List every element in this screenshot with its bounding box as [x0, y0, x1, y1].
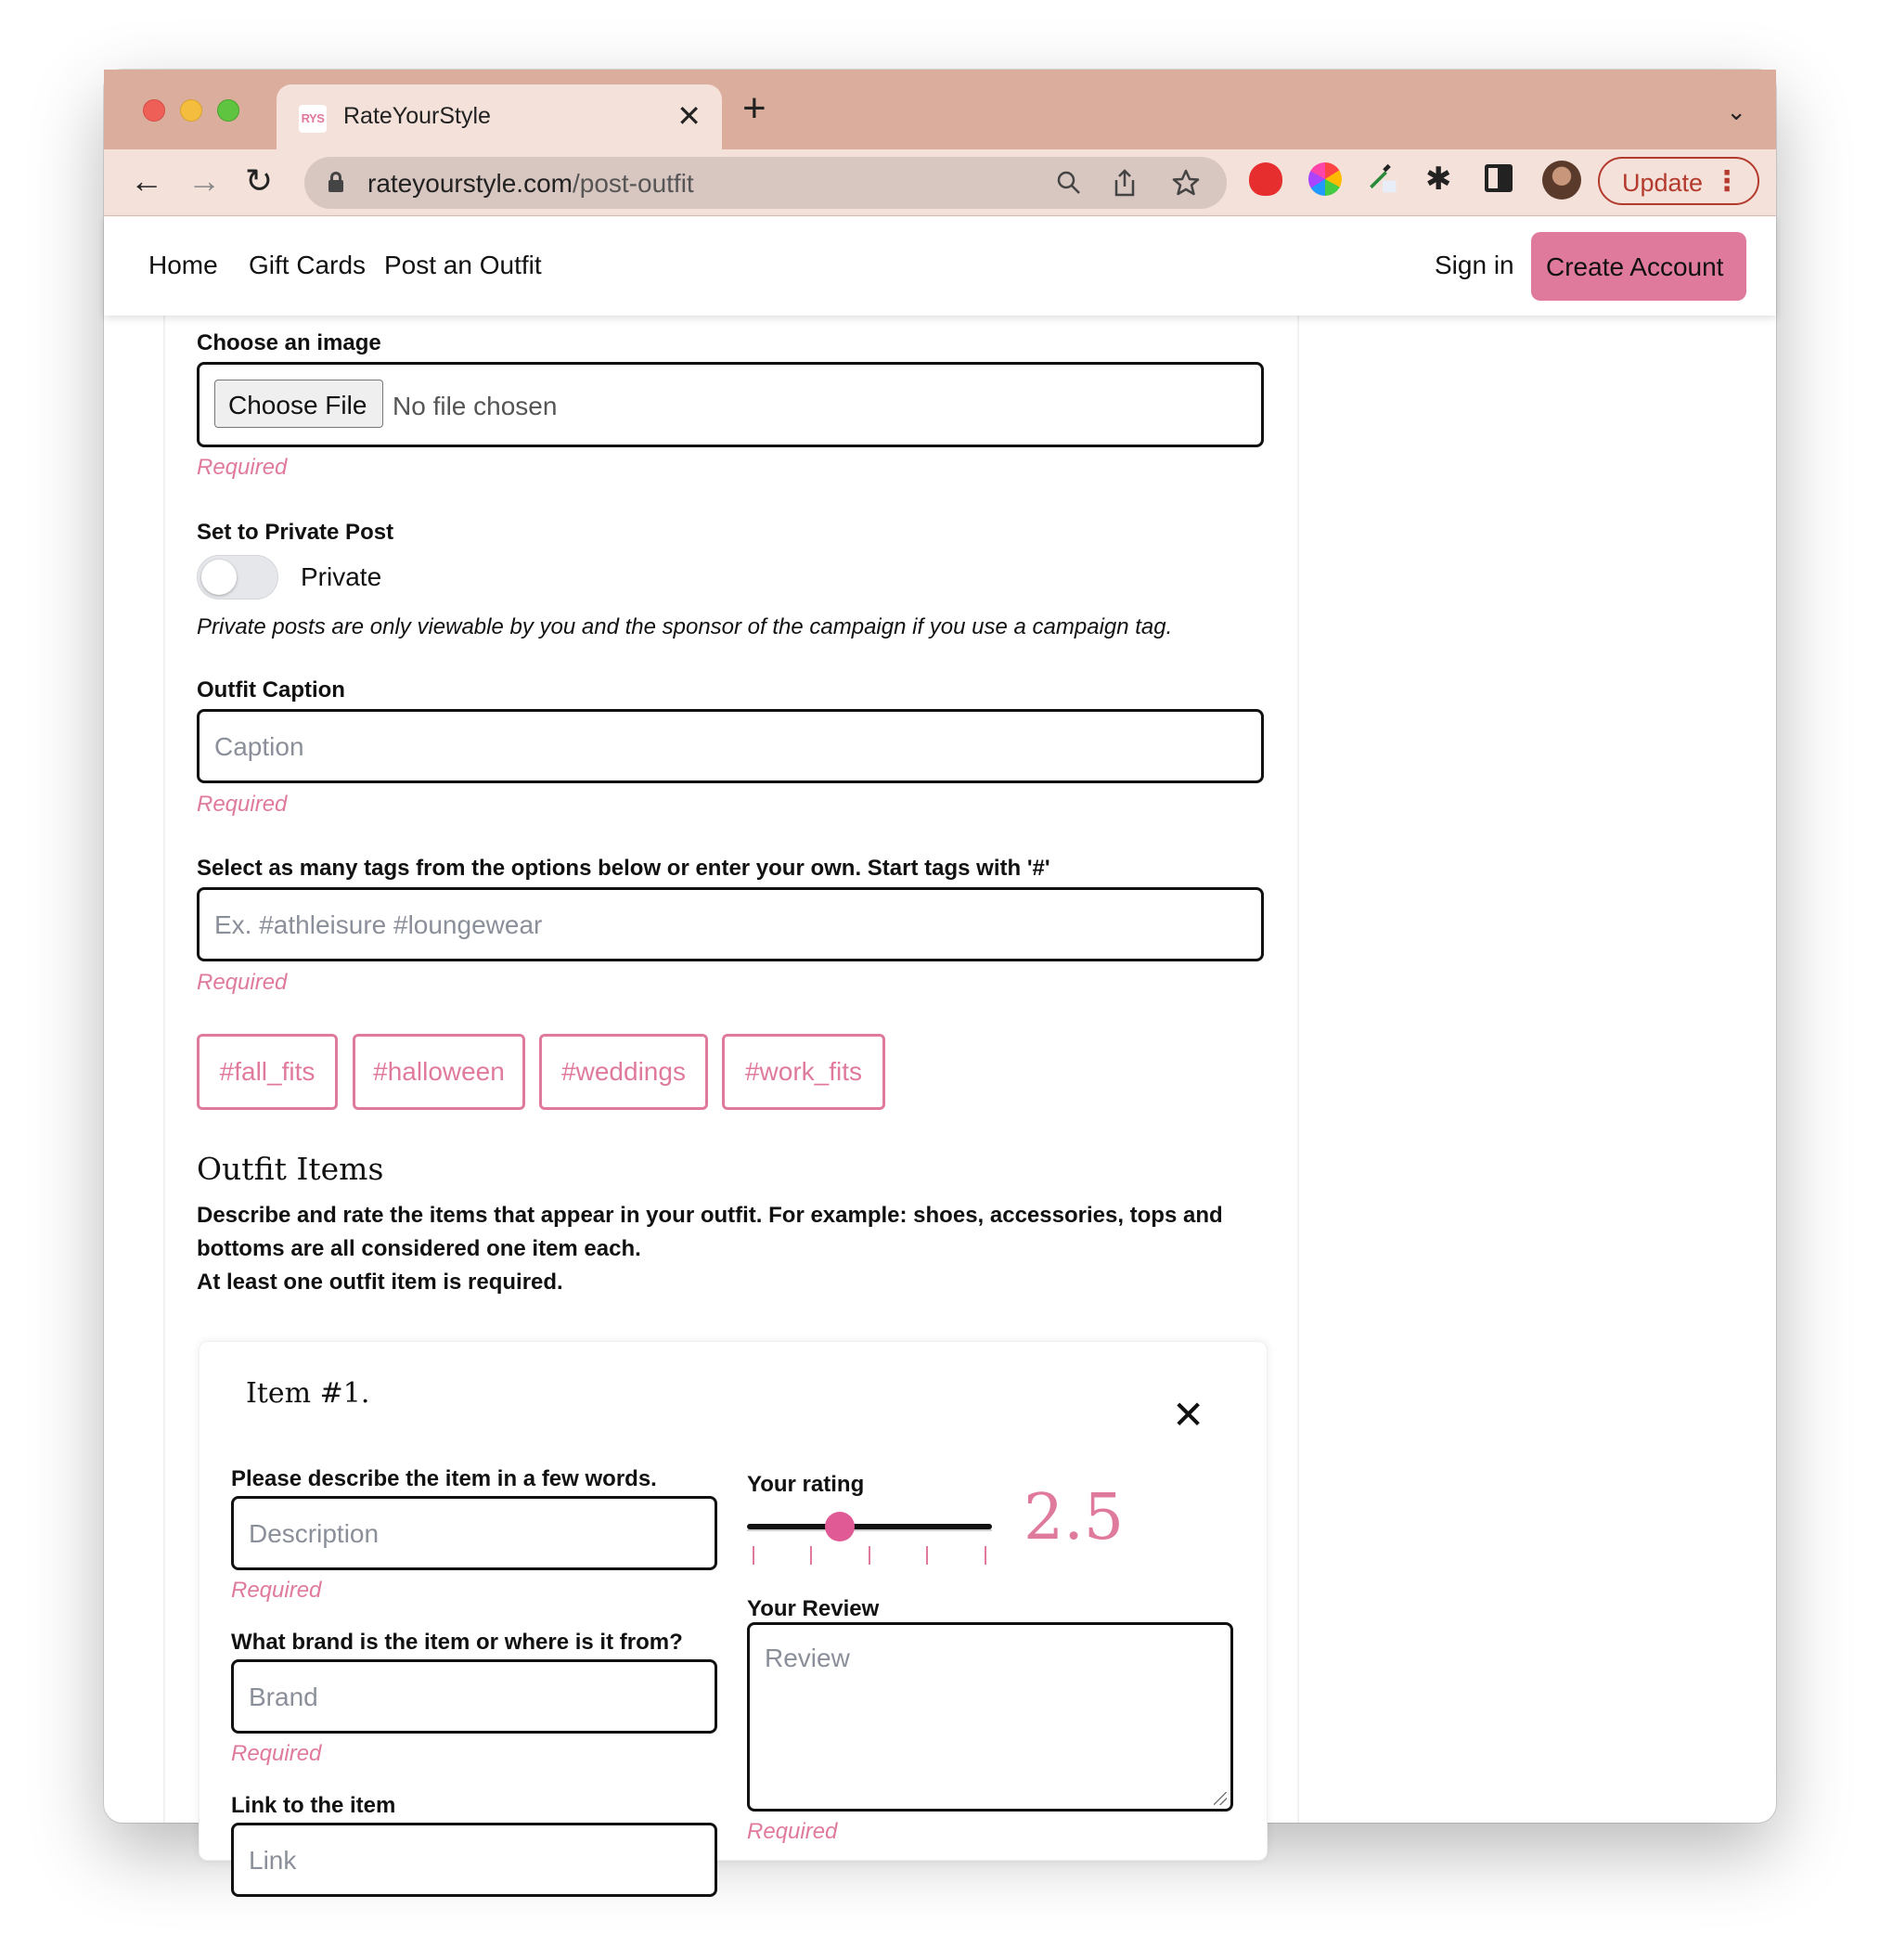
- back-icon[interactable]: ←: [130, 161, 163, 200]
- private-toggle-label: Private: [301, 562, 382, 591]
- caption-label: Outfit Caption: [197, 677, 345, 703]
- color-picker-extension-icon[interactable]: [1308, 162, 1342, 196]
- link-input[interactable]: Link: [231, 1823, 717, 1897]
- rating-tick: [985, 1546, 986, 1565]
- caption-input[interactable]: Caption: [197, 709, 1264, 783]
- private-note: Private posts are only viewable by you and the sponsor of the campaign if you use a campaign tag.: [197, 614, 1173, 639]
- bookmark-star-icon[interactable]: [1171, 168, 1201, 198]
- image-label: Choose an image: [197, 330, 381, 355]
- remove-item-close-icon[interactable]: ✕: [1172, 1393, 1205, 1437]
- brand-required-text: Required: [231, 1741, 322, 1766]
- url-text: rateyourstyle.com/post-outfit: [367, 169, 694, 198]
- tab-title: RateYourStyle: [343, 103, 491, 129]
- private-toggle[interactable]: [197, 555, 278, 600]
- rating-tick: [810, 1546, 812, 1565]
- tag-option-weddings[interactable]: #weddings: [539, 1034, 708, 1110]
- post-outfit-form: [163, 316, 1299, 1875]
- rating-label: Your rating: [747, 1472, 865, 1497]
- no-file-text: No file chosen: [393, 392, 558, 420]
- tags-required-text: Required: [197, 970, 288, 995]
- maximize-window-button[interactable]: [217, 99, 239, 122]
- browser-tab[interactable]: [277, 84, 722, 151]
- caption-required-text: Required: [197, 792, 288, 817]
- rating-value: 2.5: [1024, 1481, 1125, 1554]
- image-required-text: Required: [197, 455, 288, 480]
- minimize-window-button[interactable]: [180, 99, 202, 122]
- rating-slider-track[interactable]: [747, 1524, 992, 1529]
- tab-strip: [104, 70, 1776, 149]
- resize-handle-icon[interactable]: [1214, 1792, 1227, 1805]
- reload-icon[interactable]: ↻: [245, 161, 274, 200]
- nav-gift-cards-link[interactable]: Gift Cards: [249, 251, 367, 279]
- link-label: Link to the item: [231, 1793, 396, 1818]
- choose-file-button[interactable]: Choose File: [214, 380, 383, 428]
- description-input[interactable]: Description: [231, 1496, 717, 1570]
- outfit-items-title: Outfit Items: [197, 1151, 384, 1187]
- site-navbar: [104, 217, 1776, 316]
- favicon-icon: RYS: [299, 105, 327, 133]
- update-button[interactable]: Update ⋮: [1598, 157, 1759, 205]
- address-bar[interactable]: [304, 157, 1227, 209]
- search-icon[interactable]: [1056, 170, 1082, 196]
- profile-avatar[interactable]: [1542, 161, 1581, 200]
- close-window-button[interactable]: [143, 99, 165, 122]
- nav-post-outfit-link[interactable]: Post an Outfit: [384, 251, 542, 279]
- outfit-items-description: Describe and rate the items that appear in your outfit. For example: shoes, accessories, tops and bottoms are all considered one item each. At least one outfit item is required.: [197, 1203, 1223, 1295]
- tags-label: Select as many tags from the options below or enter your own. Start tags with '#': [197, 856, 1050, 881]
- rating-tick: [926, 1546, 928, 1565]
- brand-input[interactable]: Brand: [231, 1659, 717, 1734]
- extensions-puzzle-icon[interactable]: ✱: [1425, 161, 1452, 197]
- new-tab-button[interactable]: +: [742, 85, 766, 131]
- create-account-button[interactable]: Create Account: [1531, 232, 1746, 301]
- browser-window: [104, 70, 1776, 1875]
- tag-option-halloween[interactable]: #halloween: [353, 1034, 525, 1110]
- describe-label: Please describe the item in a few words.: [231, 1466, 657, 1491]
- rating-tick: [869, 1546, 870, 1565]
- private-label: Set to Private Post: [197, 520, 394, 545]
- tag-option-fall-fits[interactable]: #fall_fits: [197, 1034, 338, 1110]
- forward-icon[interactable]: →: [187, 161, 221, 200]
- sign-in-link[interactable]: Sign in: [1435, 251, 1514, 279]
- description-required-text: Required: [231, 1578, 322, 1603]
- menu-dots-icon[interactable]: ⋮: [1713, 166, 1741, 197]
- adblock-extension-icon[interactable]: [1249, 162, 1282, 196]
- eyedropper-extension-icon[interactable]: [1366, 161, 1399, 194]
- review-label: Your Review: [747, 1596, 880, 1621]
- item-title: Item #1.: [246, 1377, 370, 1410]
- nav-home-link[interactable]: Home: [148, 251, 218, 279]
- tab-close-icon[interactable]: ✕: [676, 99, 702, 133]
- file-input[interactable]: [197, 362, 1264, 447]
- tag-option-work-fits[interactable]: #work_fits: [722, 1034, 885, 1110]
- lock-icon: [328, 172, 343, 192]
- brand-label: What brand is the item or where is it from?: [231, 1630, 683, 1655]
- tags-input[interactable]: Ex. #athleisure #loungewear: [197, 887, 1264, 961]
- review-required-text: Required: [747, 1819, 838, 1844]
- side-panel-icon[interactable]: [1485, 164, 1513, 192]
- share-icon[interactable]: [1112, 168, 1138, 198]
- rating-tick: [753, 1546, 754, 1565]
- browser-toolbar: [104, 149, 1776, 216]
- review-textarea[interactable]: Review: [747, 1622, 1233, 1812]
- rating-slider[interactable]: [747, 1509, 992, 1568]
- rating-slider-thumb[interactable]: [825, 1512, 855, 1541]
- tag-options: [197, 1034, 902, 1110]
- tab-search-icon[interactable]: ⌄: [1726, 97, 1746, 125]
- outfit-item-card: [199, 1341, 1268, 1875]
